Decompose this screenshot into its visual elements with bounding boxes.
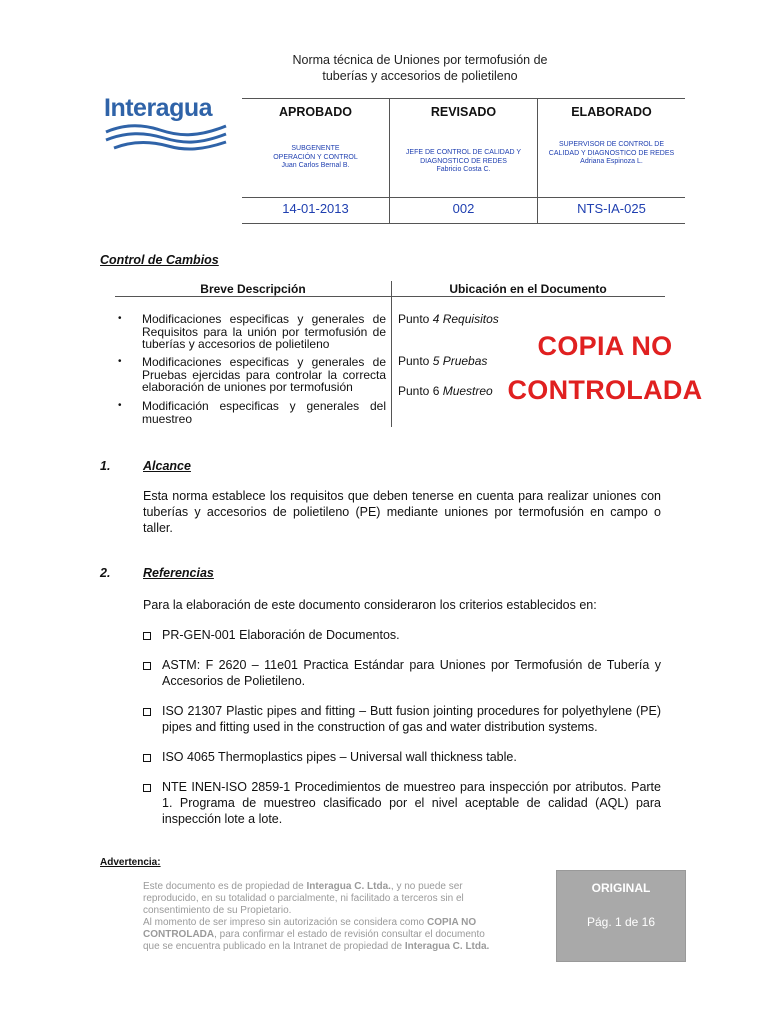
warning-text-4: , para confirmar el estado de revisión consultar el documento que se encuentra publicado en la Intranet de propiedad de [143,929,485,952]
warning-text-2: , y no puede ser reproducido, en su totalidad o parcialmente, ni facilitado a terceros sin el consentimiento de su Propietario. [143,881,464,916]
section-2-title: Referencias [143,566,214,580]
section-2-number: 2. [100,566,111,580]
location-item-3 [398,384,493,398]
warning-label: Advertencia: [100,857,161,868]
location-item-3-prefix: Punto 6 [398,384,443,398]
location-item-2-prefix: Punto [398,354,433,368]
change-item-1-text: Modificaciones especificas y generales de Requisitos para la unión por termofusión de tuberías y accesorios de polietileno [142,312,386,351]
original-page-box [556,870,686,962]
change-item-3-text: Modificación especificas y generales del muestreo [142,399,386,426]
warning-copy-label: COPIA NO CONTROLADA [143,917,477,940]
col-location-header: Ubicación en el Documento [449,282,607,296]
revision-number: 002 [452,201,475,216]
revised-heading: REVISADO [430,105,497,119]
revised-column [390,105,537,175]
warning-company-1: Interagua C. Ltda. [306,881,391,892]
prepared-role-line1: SUPERVISOR DE CONTROL DE [558,141,665,148]
location-item-2 [398,354,487,368]
warning-text-3: Al momento de ser impreso sin autorización se considera como [143,917,428,928]
approved-role-line2: OPERACIÓN Y CONTROL [273,153,358,161]
reference-item-3 [143,703,661,735]
document-title-line1: Norma técnica de Uniones por termofusión de [292,53,548,67]
document-code: NTS-IA-025 [577,201,646,216]
prepared-heading: ELABORADO [571,105,652,119]
change-item-1: • Modificaciones especificas y generales de Requisitos para la unión por termofusión de tuberías y accesorios de polietileno [118,312,386,351]
reference-item-3-text: ISO 21307 Plastic pipes and fitting – Butt fusion jointing procedures for polyethylene (PE) pipes and fitting used in the construction of gas and water distribution systems. [162,704,661,734]
prepared-name: Adriana Espinoza L. [580,158,643,165]
square-bullet-icon [143,662,151,670]
col-description-header: Breve Descripción [200,282,306,296]
approved-name: Juan Carlos Bernal B. [281,162,350,169]
reference-item-2-text: ASTM: F 2620 – 11e01 Practica Estándar para Uniones por Termofusión de Tubería y Accesorios de Polietileno. [162,658,661,688]
logo-text: Interagua [104,94,213,122]
document-title [240,52,600,84]
reference-item-2 [143,657,661,689]
change-control-title: Control de Cambios [100,253,219,267]
stamp-line2: CONTROLADA [507,375,703,405]
change-item-3: • Modificación especificas y generales del muestreo [118,399,386,426]
section-1-text: Esta norma establece los requisitos que deben tenerse en cuenta para realizar uniones con tuberías y accesorios de polietileno (PE) mediante uniones por termofusión en campo o taller. [143,489,661,535]
stamp-line1: COPIA NO [537,331,673,361]
section-1-title: Alcance [143,459,191,473]
approved-column [242,105,389,171]
square-bullet-icon [143,708,151,716]
approved-date: 14-01-2013 [282,201,349,216]
change-item-2-text: Modificaciones especificas y generales de Pruebas ejercidas para controlar la correcta elaboración de uniones por termofusión [142,355,386,394]
revised-role-line1: JEFE DE CONTROL DE CALIDAD Y [405,149,522,156]
change-table-rule [115,296,665,297]
location-item-1-prefix: Punto [398,312,433,326]
approved-role-line1: SUBGENENTE [291,145,340,152]
square-bullet-icon [143,632,151,640]
prepared-role-line2: CALIDAD Y DIAGNOSTICO DE REDES [548,149,675,157]
revised-name: Fabricio Costa C. [436,166,491,173]
reference-item-1 [143,627,661,643]
change-item-2: • Modificaciones especificas y generales de Pruebas ejercidas para controlar la correcta elaboración de uniones por termofusión [118,355,386,394]
reference-item-1-text: PR-GEN-001 Elaboración de Documentos. [162,628,400,642]
location-item-3-italic: Muestreo [442,384,493,398]
uncontrolled-copy-stamp [500,324,710,412]
wave-icon [104,122,228,152]
document-title-line2: tuberías y accesorios de polietileno [322,69,518,83]
square-bullet-icon [143,784,151,792]
interagua-logo [104,94,228,154]
change-table-divider [391,281,392,427]
reference-item-4-text: ISO 4065 Thermoplastics pipes – Universal wall thickness table. [162,750,517,764]
warning-company-2: Interagua C. Ltda. [404,941,490,952]
reference-item-5 [143,779,661,827]
prepared-column [538,105,685,167]
location-item-1-italic: 4 Requisitos [432,312,499,326]
square-bullet-icon [143,754,151,762]
approval-table [242,98,685,224]
approved-heading: APROBADO [279,105,352,119]
original-label: ORIGINAL [591,881,651,895]
location-item-1 [398,312,499,326]
reference-item-4 [143,749,661,765]
section-2-intro: Para la elaboración de este documento consideraron los criterios establecidos en: [143,598,597,612]
section-1-number: 1. [100,459,111,473]
reference-item-5-text: NTE INEN-ISO 2859-1 Procedimientos de muestreo para inspección por atributos. Parte 1. Programa de muestreo clasificado por el nivel aceptable de calidad (AQL) para inspección lote a lote. [162,780,661,826]
revised-role-line2: DIAGNOSTICO DE REDES [420,157,507,165]
warning-text-1: Este documento es de propiedad de [143,881,307,892]
warning-text [143,881,499,963]
location-item-2-italic: 5 Pruebas [432,354,488,368]
page-number: Pág. 1 de 16 [586,915,656,929]
